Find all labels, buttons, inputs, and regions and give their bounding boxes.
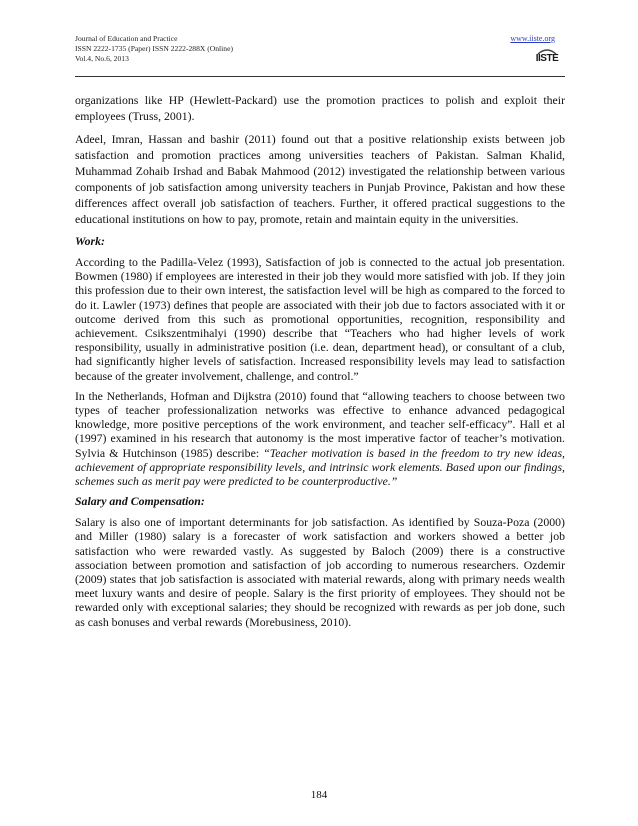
issn-line: ISSN 2222-1735 (Paper) ISSN 2222-288X (Online) <box>75 44 233 53</box>
journal-name: Journal of Education and Practice <box>75 34 178 43</box>
article-body <box>75 92 565 635</box>
paragraph-4-text: In the Netherlands, Hofman and Dijkstra (2010) found that “allowing teachers to choose between two types of teacher professionalization networks was effective to enhance advanced pedagogical knowledge, more positive perceptions of the work environment, and teacher self-efficacy”. Hall et al (1997) examined in his research that autonomy is the most imperative factor of teacher’s motivation. Sylvia & Hutchinson (1985) describe: <box>75 388 565 460</box>
paragraph-5: Salary is also one of important determinants for job satisfaction. As identified by Souza-Poza (2000) and Miller (1980) salary is a forecaster of work satisfaction and workers showed a better job satisfaction who were rewarded vastly. As suggested by Baloch (2009) there is a constructive association between promotion and satisfaction of job according to numerous researchers. Ozdemir (2009) states that job satisfaction is associated with material rewards, along with primary needs wealth meet luxury wants and desire of people. Salary is the first priority of employees. They should not be rewarded only with exceptional salaries; they should be recognized with rewards as per job done, such as cash bonuses and verbal rewards (Morebusiness, 2010). <box>75 515 565 629</box>
paragraph-2: Adeel, Imran, Hassan and bashir (2011) found out that a positive relationship exists between job satisfaction and promotion practices among universities teachers of Pakistan. Salman Khalid, Muhammad Zohaib Irshad and Babak Mahmood (2012) investigated the relationship between various components of job satisfaction among university teachers in Punjab Province, Pakistan and how these differences affect overall job satisfaction of teachers. Further, it offered practical suggestions to the educational institutions on how to pay, promote, retain and maintain equity in the universities. <box>75 132 565 226</box>
paragraph-4-quote: “Teacher motivation is based in the freedom to try new ideas, achievement of appropriate responsibility levels, and intrinsic work elements. Based upon our findings, schemes such as merit pay were predicted to be counterproductive.” <box>75 445 565 489</box>
work-heading: Work: <box>75 234 105 248</box>
page-number: 184 <box>310 789 328 801</box>
page-header <box>75 34 565 74</box>
website-link[interactable]: www.iiste.org <box>510 34 555 43</box>
paragraph-3: According to the Padilla-Velez (1993), Satisfaction of job is connected to the actual job presentation. Bowmen (1980) if employees are interested in their job they would more satisfied with job. If they join this profession due to their own interest, the satisfaction level will be high as compared to the forced to do it. Lawler (1973) defines that people are associated with their job due to factors associated with it or outcome derived from this such as promotional opportunities, recognition, responsibility and achievement. Csikszentmihalyi (1990) describe that “Teachers who had higher levels of work responsibility, usually in administrative position (i.e. dean, department head), or consultant of a club, had significantly higher levels of satisfaction. Increased responsibility levels may lead to satisfaction because of the greater involvement, challenge, and control.” <box>75 255 565 383</box>
salary-heading: Salary and Compensation: <box>75 494 205 509</box>
paragraph-4 <box>75 389 565 488</box>
volume-line: Vol.4, No.6, 2013 <box>75 54 129 63</box>
paragraph-1: organizations like HP (Hewlett-Packard) use the promotion practices to polish and exploit their employees (Truss, 2001). <box>75 93 565 123</box>
iiste-logo <box>535 46 559 68</box>
logo-text: IISTE <box>535 53 559 64</box>
header-divider <box>75 76 565 77</box>
